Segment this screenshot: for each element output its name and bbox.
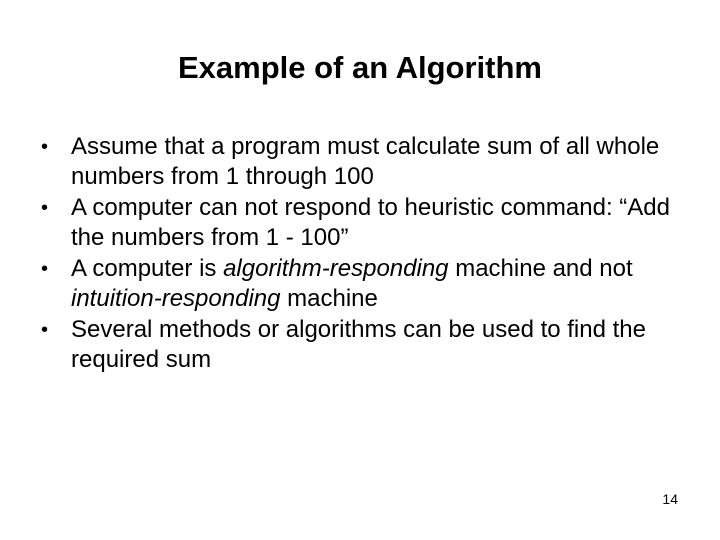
bullet-text: machine (280, 285, 378, 312)
bullet-text: Several methods or algorithms can be used to find the required sum (71, 316, 646, 373)
bullet-marker: • (41, 197, 49, 219)
bullet-marker: • (41, 136, 49, 158)
bullet-marker: • (41, 319, 49, 341)
bullet-emphasis: algorithm-responding (223, 255, 449, 282)
bullet-item-4 (36, 315, 696, 375)
bullet-item-1 (36, 132, 696, 192)
bullet-marker: • (41, 258, 49, 280)
bullet-item-3 (36, 254, 696, 314)
bullet-text: A computer is (71, 255, 224, 282)
slide-title: Example of an Algorithm (177, 50, 542, 85)
slide-number: 14 (662, 491, 678, 507)
bullet-emphasis: intuition-responding (71, 285, 281, 312)
bullet-text: Assume that a program must calculate sum of all whole numbers from 1 through 100 (71, 133, 660, 190)
bullet-list (36, 132, 696, 376)
bullet-item-2 (36, 193, 696, 253)
bullet-text: machine and not (448, 255, 633, 282)
bullet-text: A computer can not respond to heuristic command: “Add the numbers from 1 - 100” (71, 194, 670, 251)
